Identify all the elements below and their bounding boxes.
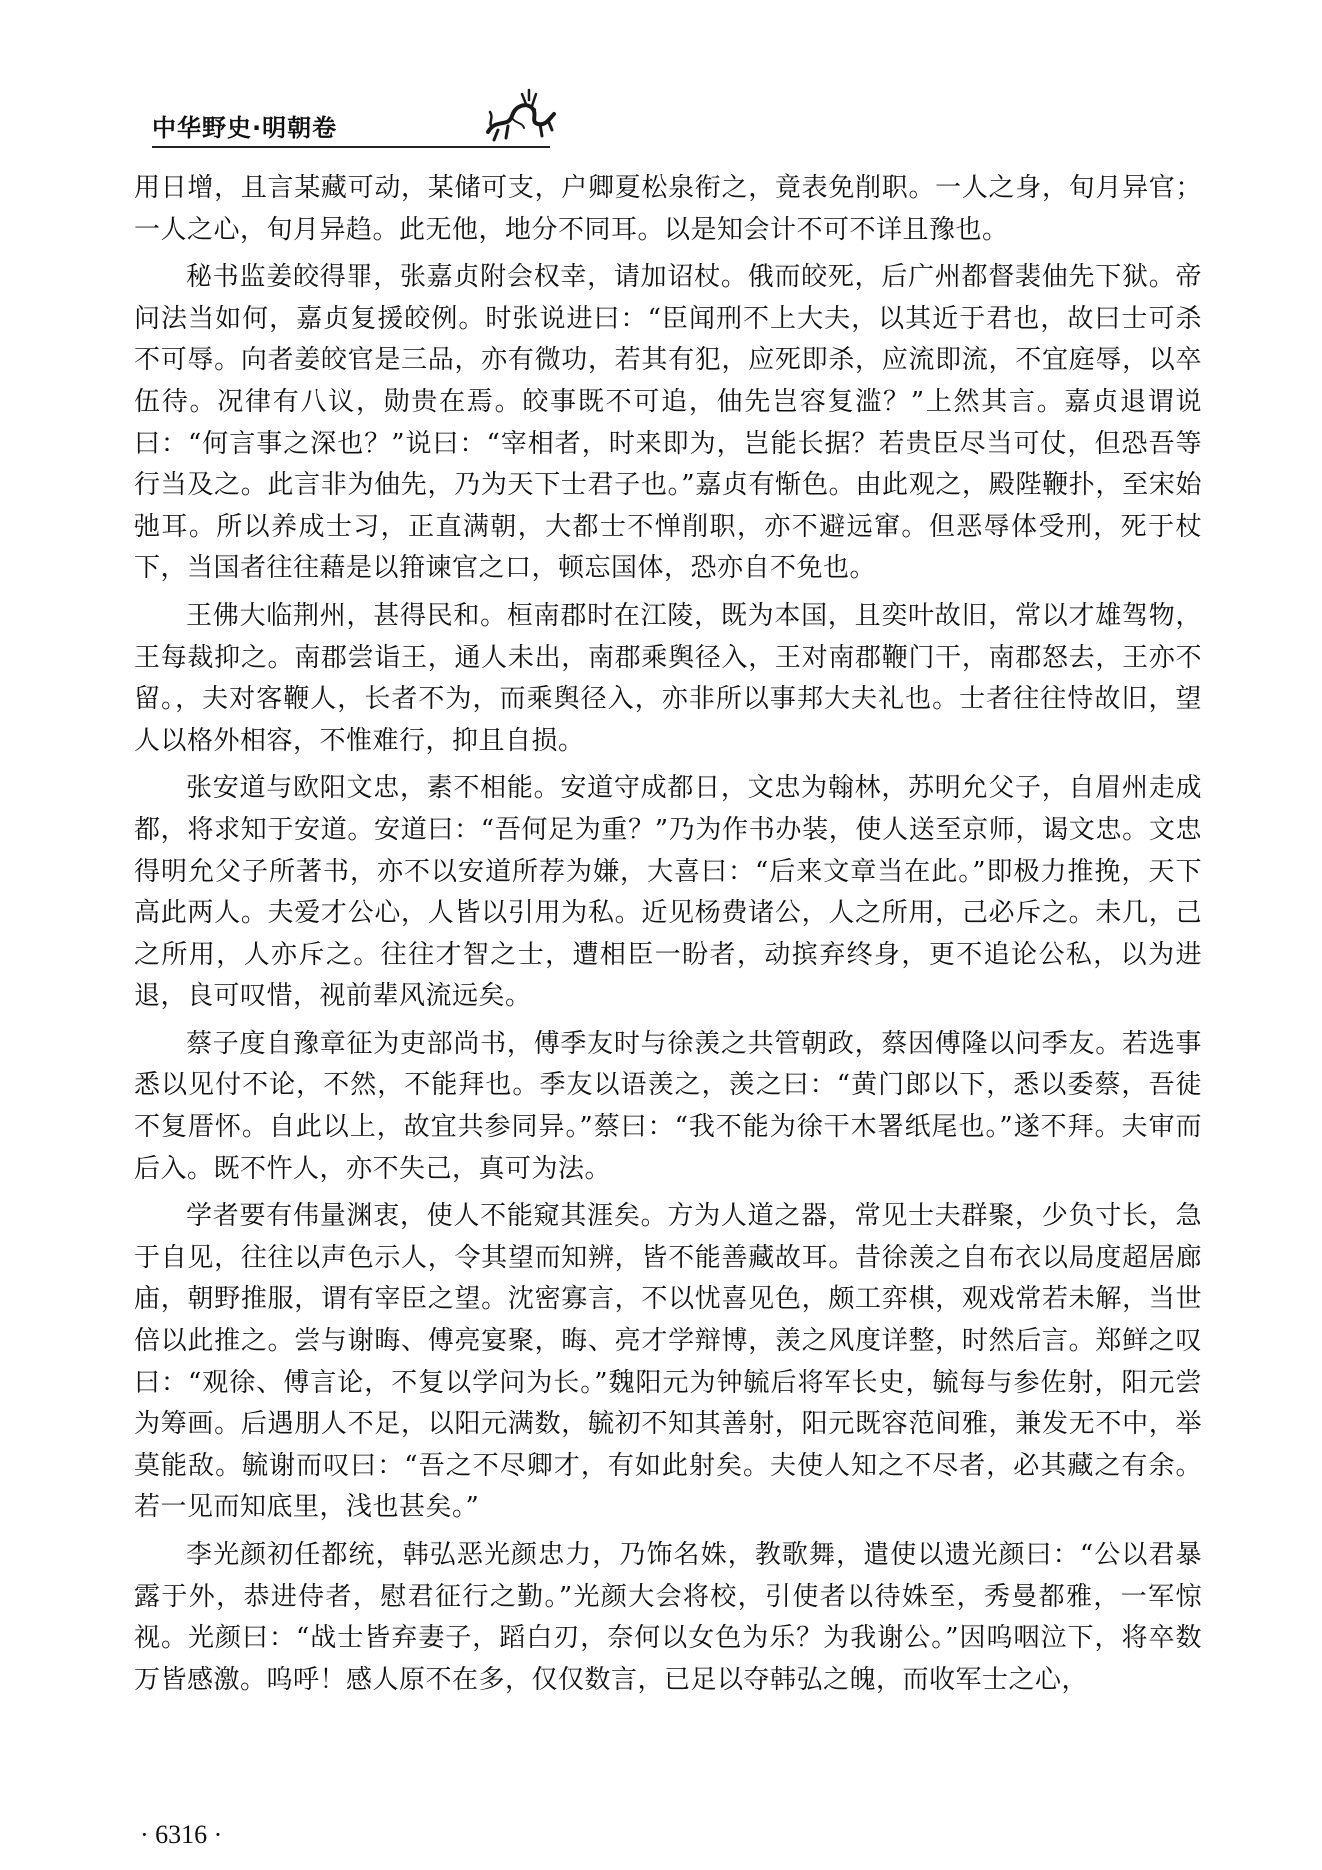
body-text — [134, 168, 1202, 1707]
paragraph: 学者要有伟量渊衷，使人不能窥其涯矣。方为人道之器，常见士夫群聚，少负寸长，急于自见，往往以声色示人，令其望而知辨，皆不能善藏故耳。昔徐羡之自布衣以局度超居廊庙，朝野推服，谓有宰臣之望。沈密寡言，不以忧喜见色，颇工弈棋，观戏常若未解，当世倍以此推之。尝与谢晦、傅亮宴聚，晦、亮才学辩博，羡之风度详整，时然后言。郑鲜之叹曰：“观徐、傅言论，不复以学问为长。”魏阳元为钟毓后将军长史，毓每与参佐射，阳元尝为筹画。后遇朋人不足，以阳元满数，毓初不知其善射，阳元既容范间雅，兼发无不中，举莫能敌。毓谢而叹曰：“吾之不尽卿才，有如此射矣。夫使人知之不尽者，必其藏之有余。若一见而知底里，浅也甚矣。” — [134, 1201, 1202, 1523]
paragraph: 秘书监姜皎得罪，张嘉贞附会权幸，请加诏杖。俄而皎死，后广州都督裴伷先下狱。帝问法当如何，嘉贞复援皎例。时张说进曰：“臣闻刑不上大夫，以其近于君也，故曰士可杀不可辱。向者姜皎官是三品，亦有微功，若其有犯，应死即杀，应流即流，不宜庭辱，以卒伍待。况律有八议，勋贵在焉。皎事既不可追，伷先岂容复滥？”上然其言。嘉贞退谓说曰：“何言事之深也？”说曰：“宰相者，时来即为，岂能长据？若贵臣尽当可仗，但恐吾等行当及之。此言非为伷先，乃为天下士君子也。”嘉贞有惭色。由此观之，殿陛鞭扑，至宋始弛耳。所以养成士习，正直满朝，大都士不惮削职，亦不避远窜。但恶辱体受刑，死于杖下，当国者往往藉是以箝谏官之口，顿忘国体，恐亦自不免也。 — [134, 262, 1202, 584]
page-number: · 6316 · — [140, 1820, 223, 1849]
header-divider — [152, 146, 550, 148]
paragraph: 用日增，且言某藏可动，某储可支，户卿夏松泉衔之，竟表免削职。一人之身，旬月异官；一人之心，旬月异趋。此无他，地分不同耳。以是知会计不可不详且豫也。 — [134, 173, 1202, 245]
paragraph: 张安道与欧阳文忠，素不相能。安道守成都日，文忠为翰林，苏明允父子，自眉州走成都，将求知于安道。安道曰：“吾何足为重？”乃为作书办装，使人送至京师，谒文忠。文忠得明允父子所著书，亦不以安道所荐为嫌，大喜曰：“后来文章当在此。”即极力推挽，天下高此两人。夫爱才公心，人皆以引用为私。近见杨费诸公，人之所用，己必斥之。未几，己之所用，人亦斥之。往往才智之士，遭相臣一盼者，动摈弃终身，更不追论公私，以为进退，良可叹惜，视前辈风流远矣。 — [134, 773, 1202, 1012]
running-header — [152, 88, 1192, 150]
paragraph: 李光颜初任都统，韩弘恶光颜忠力，乃饰名姝，教歌舞，遣使以遗光颜曰：“公以君暴露于外，恭进侍者，慰君征行之勤。”光颜大会将校，引使者以待姝至，秀曼都雅，一军惊视。光颜曰：“战士皆弃妻子，蹈白刃，奈何以女色为乐？为我谢公。”因呜咽泣下，将卒数万皆感激。呜呼！感人原不在多，仅仅数言，已足以夺韩弘之魄，而收军士之心， — [134, 1540, 1202, 1695]
paragraph: 王佛大临荆州，甚得民和。桓南郡时在江陵，既为本国，且奕叶故旧，常以才雄驾物，王每裁抑之。南郡尝诣王，通人未出，南郡乘舆径入，王对南郡鞭门干，南郡怒去，王亦不留。，夫对客鞭人，长者不为，而乘舆径入，亦非所以事邦大夫礼也。士者往往恃故旧，望人以格外相容，不惟难行，抑且自损。 — [134, 600, 1202, 756]
running-header-title: 中华野史·明朝卷 — [152, 114, 338, 142]
dragon-emblem-icon — [482, 88, 558, 144]
paragraph: 蔡子度自豫章征为吏部尚书，傅季友时与徐羡之共管朝政，蔡因傅隆以问季友。若选事悉以见付不论，不然，不能拜也。季友以语羡之，羡之曰：“黄门郎以下，悉以委蔡，吾徒不复厝怀。自此以上，故宜共参同异。”蔡曰：“我不能为徐干木署纸尾也。”遂不拜。夫审而后入。既不忤人，亦不失己，真可为法。 — [134, 1028, 1202, 1184]
